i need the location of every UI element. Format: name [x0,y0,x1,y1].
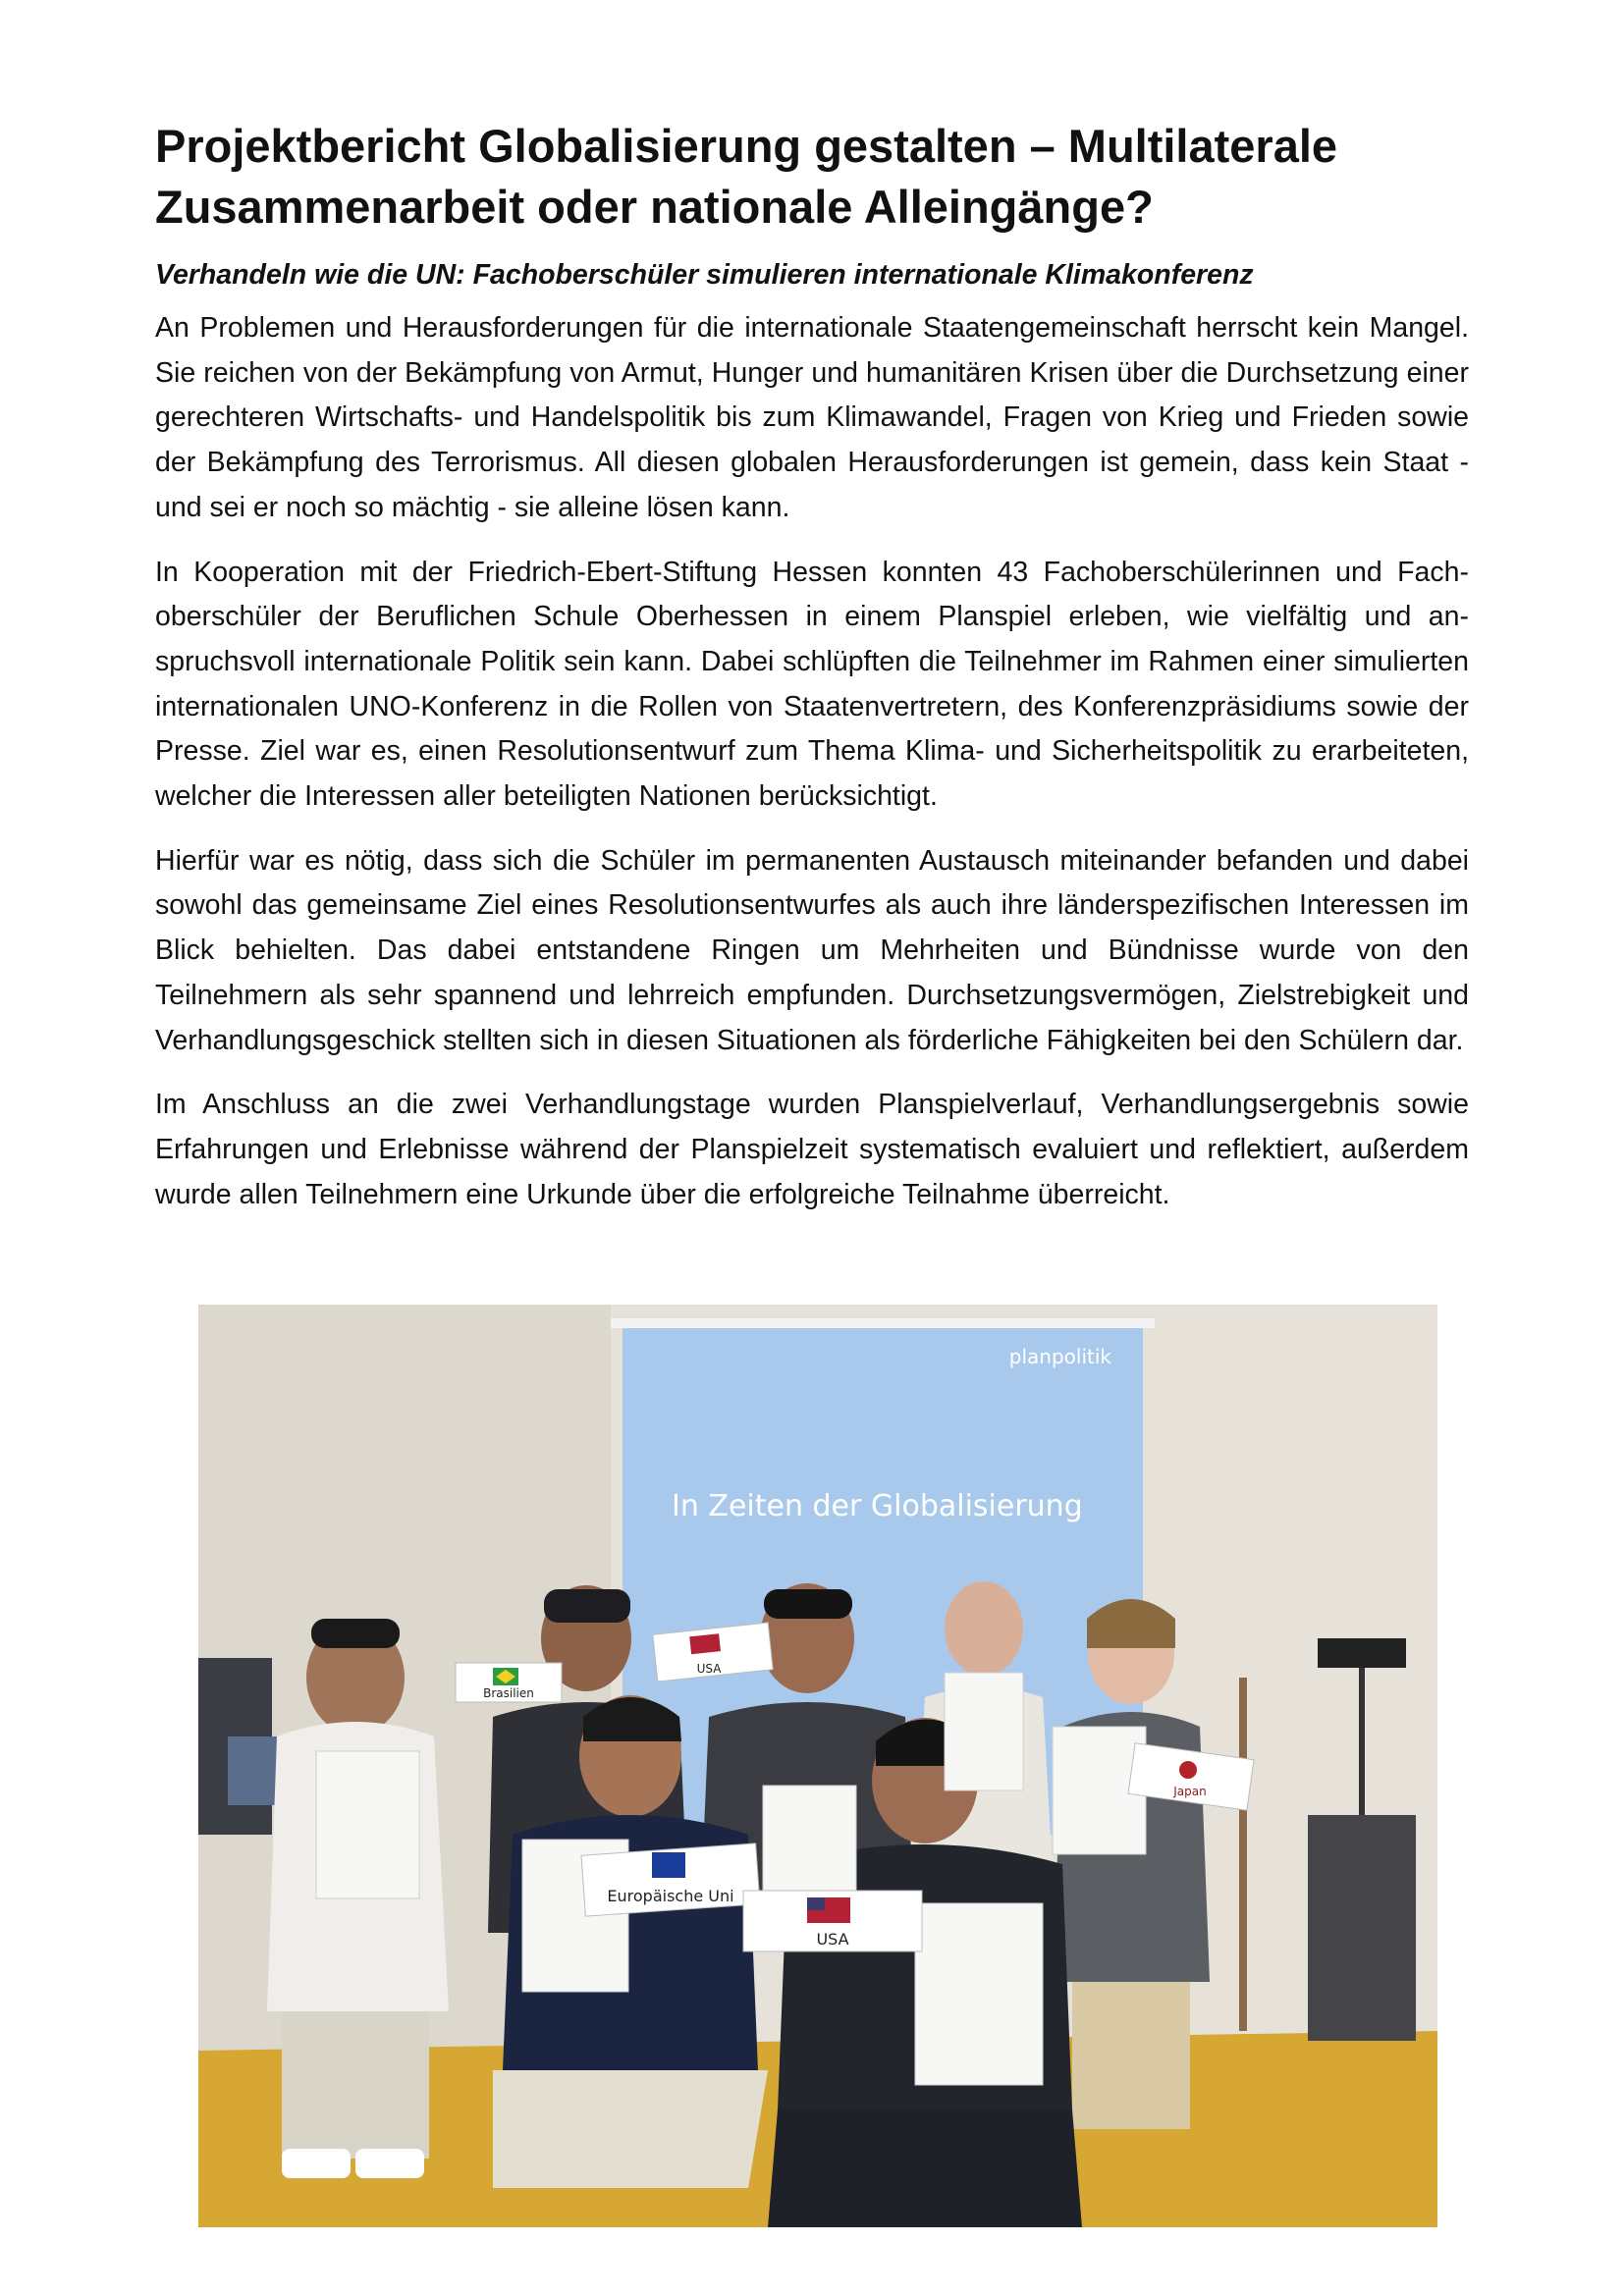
sign-usa-front-label: USA [816,1930,849,1949]
certificate [316,1751,419,1898]
paragraph-3: Hierfür war es nötig, dass sich die Schüler im permanenten Austausch miteinander befanden und dabei sowohl das gemeinsame Ziel eines Resolutionsentwurfes als auch ihre länderspezifischen Interessen im Blick behielten. Das dabei entstandene Ringen um Mehrheiten und Bündnisse wurde von den Teilnehmern als sehr spannend und lehrreich empfunden. Durchsetzungsvermögen, Zielstrebigkeit und Verhandlungsgeschick stellten sich in diesen Situationen als förderliche Fähigkeiten bei den Schülern dar. [155,844,1469,1056]
paragraph-4: Im Anschluss an die zwei Verhandlungstage wurden Planspielverlauf, Verhandlungsergebnis sowie Erfahrungen und Erlebnisse während der Planspielzeit systematisch evaluiert und reflektiert, außerdem wurde allen Teilnehmern eine Urkunde über die erfolgreiche Teilnahme überreicht. [155,1089,1469,1210]
page-subtitle: Verhandeln wie die UN: Fachoberschüler simulieren internationale Klimakonferenz [155,259,1254,291]
screen-heading: In Zeiten der Globalisierung [672,1489,1083,1523]
sign-japan-label: Japan [1173,1785,1207,1798]
certificate [915,1903,1043,2085]
certificate [945,1673,1023,1790]
group-photo [198,1305,1437,2227]
sign-eu [581,1843,760,1916]
paragraph-1: An Problemen und Herausforderungen für die internationale Staatengemeinschaft herrscht kein Mangel. Sie reichen von der Bekämpfung von Armut, Hunger und humanitären Krisen über die Durchsetzung einer gerechteren Wirtschafts- und Handelspolitik bis zum Klimawandel, Fragen von Krieg und Frieden sowie der Bekämpfung des Terrorismus. All diesen globalen Herausforderungen ist gemein, dass kein Staat - und sei er noch so mächtig - sie alleine lösen kann. [155,312,1469,523]
sign-usa-back-label: USA [696,1662,722,1676]
screen-brand: planpolitik [1008,1345,1111,1368]
sign-usa-front [743,1891,922,1951]
sign-eu-label: Europäische Uni [607,1887,734,1905]
sign-brazil [456,1663,562,1702]
document-page [155,116,1469,1237]
page-title: Projektbericht Globalisierung gestalten – Multilaterale Zusammenarbeit oder nationale Alleingänge? [155,120,1338,233]
sign-brazil-label: Brasilien [483,1686,534,1700]
paragraph-2: In Kooperation mit der Friedrich-Ebert-Stiftung Hessen konnten 43 Fachoberschülerinnen und Fachoberschüler der Beruflichen Schule Oberhessen in einem Planspiel erleben, wie vielfältig und anspruchsvoll internationale Politik sein kann. Dabei schlüpften die Teilnehmer im Rahmen einer simulierten internationalen UNO-Konferenz in die Rollen von Staatenvertretern, des Konferenzpräsidiums sowie der Presse. Ziel war es, einen Resolutionsentwurf zum Thema Klima- und Sicherheitspolitik zu erarbeiteten, welcher die Interessen aller beteiligten Nationen berücksichtigt. [155,556,1469,813]
